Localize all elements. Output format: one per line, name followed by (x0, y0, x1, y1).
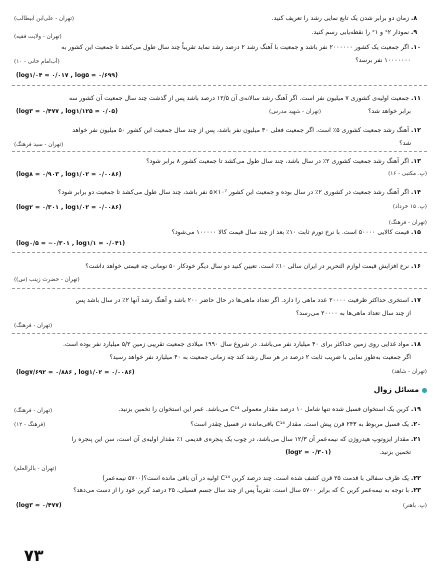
divider (12, 333, 427, 334)
question-source: (فرهنگ - ۱۲) (14, 422, 46, 428)
question-text: استخری حداکثر ظرفیت ۲۰۰۰۰ عدد ماهی را دارد. اگر تعداد ماهی‌ها در حال حاضر ۲۰۰ باشد و آهنگ رشد آنها ۲٪ در سال باشد پس (75, 297, 410, 304)
question-source: (تهران - حضرت زینب (س)) (14, 277, 80, 283)
question-15 (12, 228, 427, 237)
question-21 (12, 435, 427, 444)
question-text: اگر آهنگ رشد جمعیت در کشوری ۲٪ در سال بوده و جمعیت این کشور ۱۰⁷×۵ نفر باشد، چند سال طول می‌کشد تا جمعیت دو برابر شود؟ (58, 189, 410, 196)
question-19 (12, 405, 427, 414)
question-20 (12, 420, 427, 429)
question-source: (پ. مکتبی - ۱۶) (388, 171, 427, 177)
question-text: نمودار ˣ۲ و ˣ۱ را نقطه‌یابی رسم کنید. (311, 29, 410, 36)
question-text-continued: از چند سال تعداد ماهی‌ها به ۲۰۰۰۰ می‌رسد؟ (295, 310, 411, 317)
question-13 (12, 157, 427, 166)
question-text: زمان دو برابر شدن یک تابع نمایی رشد را تعریف کنید. (271, 15, 410, 22)
formula-hint: (log۷/۶۹۲ = ۰/۸۸۶ , log۱/۰۲ = ۰/۰۰۸۶) (16, 369, 135, 376)
question-text: با توجه به نیمه‌عمر کربن C که برابر ۵۷۰۰ سال است. تقریباً پس از چند سال جسم فسیلی، ۲۵ درصد کربن خود را از دست می‌دهد؟ (73, 487, 410, 494)
question-text: اگر جمعیت یک کشور ۲۰۰۰۰۰۰ نفر باشد و جمعیت با آهنگ رشد ۲ درصد رشد نماید تقریباً چند سال طول می‌کشد تا جمعیت این کشور به (61, 44, 410, 51)
divider (12, 288, 427, 289)
formula-hint: (log۲ = ۰/۳۰۱ , log۱/۰۲ = ۰/۰۰۸۶) (16, 204, 122, 211)
question-source: (پ. باهنر) (402, 503, 427, 509)
question-10 (12, 43, 427, 52)
question-text-continued: تخمین بزنید. (379, 449, 411, 456)
question-source: (تهران - شهید مدرس) (269, 109, 321, 115)
question-source: (تهران - فرهنگ) (14, 408, 53, 414)
question-18 (12, 340, 427, 349)
question-text-continued: ۱۰۰۰۰۰۰۰ نفر برسد؟ (355, 57, 411, 64)
question-14 (12, 188, 427, 197)
question-number: ۱۳. (411, 158, 421, 165)
question-number: ۲۲. (411, 475, 421, 482)
question-text: آهنگ رشد جمعیت کشوری ۵٪ است. اگر جمعیت فعلی ۳۰ میلیون نفر باشد، پس از چند سال جمعیت این کشور ۵۰ میلیون نفر خواهد (72, 127, 410, 134)
page-number: ۷۳ (24, 546, 44, 565)
question-number: ۲۱. (411, 436, 421, 443)
section-title: مسائل زوال (373, 385, 419, 394)
formula-hint: (log۳ = ۰/۴۷۷) (16, 502, 62, 509)
section-heading (374, 385, 427, 394)
question-text: نرخ افزایش قیمت لوازم التحریر در ایران سالی ۱۰٪ است. تعیین کنید دو سال دیگر خودکار ۵۰ تومانی چه قیمتی خواهد داشت؟ (85, 263, 410, 270)
divider (12, 252, 427, 253)
question-source: (تهران - ولایت فقیه) (14, 34, 62, 40)
question-text: اگر آهنگ رشد جمعیت کشوری ۲٪ در سال باشد، چند سال طول می‌کشد تا جمعیت کشور ۸ برابر شود؟ (146, 158, 410, 165)
question-number: ۱۴. (411, 189, 421, 196)
formula-hint: (log۳ = ۰/۴۷۷ , log۱/۱۲۵ = ۰/۰۵) (16, 108, 118, 115)
question-17 (12, 296, 427, 305)
question-number: ۱۲. (411, 127, 421, 134)
question-text: کربن یک استخوان فسیل شده تنها شامل ۱۰ درصد مقدار معمولی C¹⁴ می‌باشد. عمر این استخوان را تخمین بزنید. (118, 406, 410, 413)
question-text: مواد غذایی روی زمین حداکثر برای ۴۰ میلیارد نفر می‌باشد. در شروع سال ۱۹۹۰ میلادی جمعیت تقریبی زمین ۵/۲ میلیارد نفر بوده است. (62, 341, 410, 348)
question-text: جمعیت اولیه‌ی کشوری ۷ میلیون نفر است. اگر آهنگ رشد سالانه‌ی آن ۱۲/۵ درصد باشد پس از گذشت چند سال جمعیت آن کشور سه (68, 95, 410, 102)
formula-hint: (log۲ = ۰/۳۰۱) (285, 449, 331, 456)
divider (12, 85, 427, 86)
question-source: (تهران - سید فرهنگ) (14, 142, 64, 148)
bullet-icon (422, 388, 427, 393)
formula-hint: (log۸ = ۰/۹۰۳ , log۱/۰۲ = ۰/۰۰۸۶) (16, 171, 122, 178)
question-text: مقدار ایزوتوپ هیدروژن که نیمه‌عمر آن ۱۲/۳ سال می‌باشد، در چوب یک پنجره‌ی قدیمی ۱٪ مقدار اولیه‌ی آن است، سن این پنجره را (71, 436, 410, 443)
question-9 (12, 28, 427, 37)
question-number: ۸. (411, 15, 418, 22)
question-11 (12, 94, 427, 103)
formula-hint: (log۱/۰۴ = ۰/۰۱۷ , log۵ = ۰/۶۹۹) (16, 72, 118, 79)
question-text-continued: شد؟ (399, 140, 411, 147)
question-23 (12, 486, 427, 495)
question-source: (تهران - علی‌ابن ابیطالب) (14, 16, 75, 22)
question-12 (12, 126, 427, 135)
question-22 (12, 474, 427, 483)
question-text: یک فسیل مربوط به ۲۴۳ قرن پیش است. مقدار C¹⁴ باقی‌مانده در فسیل چقدر است؟ (190, 421, 410, 428)
question-source: (تهران - فرهنگ) (14, 323, 53, 329)
question-number: ۱۸. (411, 341, 421, 348)
question-text-continued: اگر جمعیت به‌طور نمایی با ضریب ثابت ۲ درصد در هر سال رشد کند چه زمانی جمعیت به ۴۰ میلیارد نفر خواهد رسید؟ (109, 354, 411, 361)
divider (12, 151, 427, 152)
question-8 (12, 14, 427, 23)
question-number: ۱۹. (411, 406, 421, 413)
question-number: ۱۶. (411, 263, 421, 270)
question-text-continued: برابر خواهد شد؟ (368, 108, 411, 115)
question-source: (تهران - فرهنگ) (388, 220, 427, 226)
question-number: ۹. (411, 29, 418, 36)
question-text: قیمت کالایی ۵۰۰۰۰ است. با نرخ تورم ثابت ۱۰٪ بعد از چند سال قیمت کالا ۱۰۰۰۰۰ می‌شود؟ (171, 229, 410, 236)
question-number: ۱۷. (411, 297, 421, 304)
question-16 (12, 262, 427, 271)
question-source: (آب‌امام خانی - ۱۰) (14, 59, 60, 65)
question-source: (تهران - شاهد) (391, 369, 427, 375)
question-source: (پ. ۱۵ خرداد) (392, 204, 427, 210)
formula-hint: (log۰/۵ = −۰/۳۰۱ , log۱/۱ = ۰/۰۴۱) (16, 240, 126, 247)
question-number: ۲۰. (411, 421, 421, 428)
question-number: ۱۱. (411, 95, 421, 102)
question-number: ۲۳. (411, 487, 421, 494)
question-number: ۱۵. (411, 229, 421, 236)
question-number: ۱۰. (411, 44, 421, 51)
question-source: (تهران - بالرالعلم) (14, 466, 57, 472)
question-text: یک ظرف سفالی با قدمت ۲۵ قرن کشف شده است. چند درصد کربن C¹⁴ اولیه در آن باقی مانده است؟(۵۷۰۰ نیمه‌عمر) (102, 475, 410, 482)
